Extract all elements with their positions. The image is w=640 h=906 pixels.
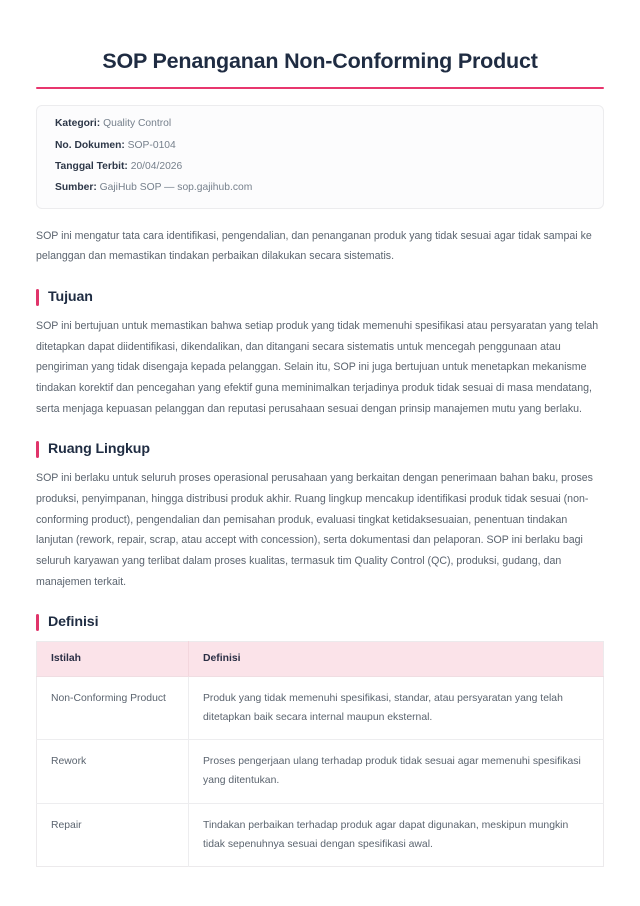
table-cell-istilah: Rework bbox=[37, 740, 189, 804]
metadata-value-dokumen: SOP-0104 bbox=[127, 139, 176, 151]
document-metadata-box bbox=[36, 105, 604, 208]
table-row bbox=[37, 740, 604, 804]
heading-accent-bar-icon bbox=[36, 289, 39, 306]
table-column-header-definisi: Definisi bbox=[189, 642, 604, 677]
table-cell-definisi: Produk yang tidak memenuhi spesifikasi, standar, atau persyaratan yang telah ditetapkan baik secara internal maupun eksternal. bbox=[189, 676, 604, 740]
section-tujuan bbox=[36, 289, 604, 419]
table-header-row bbox=[37, 642, 604, 677]
metadata-label-dokumen: No. Dokumen: bbox=[55, 139, 125, 151]
section-definisi bbox=[36, 614, 604, 867]
metadata-label-kategori: Kategori: bbox=[55, 118, 101, 130]
metadata-value-sumber: GajiHub SOP — sop.gajihub.com bbox=[99, 182, 253, 194]
section-body-tujuan: SOP ini bertujuan untuk memastikan bahwa setiap produk yang tidak memenuhi spesifikasi atau persyaratan yang telah ditetapkan dapat diidentifikasi, dikendalikan, dan ditangani secara sistematis untuk mencegah penggunaan atau pengiriman yang tidak disengaja kepada pelanggan. Selain itu, SOP ini juga bertujuan untuk menetapkan mekanisme tindakan korektif dan pencegahan yang efektif guna meminimalkan terjadinya produk tidak sesuai di masa mendatang, serta menjaga kepuasan pelanggan dan reputasi perusahaan sesuai dengan prinsip manajemen mutu yang berlaku. bbox=[36, 319, 599, 415]
section-ruang-lingkup bbox=[36, 441, 604, 592]
section-heading-ruang-lingkup bbox=[36, 441, 604, 458]
metadata-row-sumber bbox=[55, 183, 585, 193]
section-heading-label: Tujuan bbox=[48, 288, 93, 305]
section-body-ruang-lingkup: SOP ini berlaku untuk seluruh proses operasional perusahaan yang berkaitan dengan penerimaan bahan baku, proses produksi, penyimpanan, hingga distribusi produk akhir. Ruang lingkup mencakup identifikasi produk tidak sesuai (non-conforming product), pengendalian dan pemisahan produk, evaluasi tingkat ketidaksesuaian, penentuan tindakan lanjutan (rework, repair, scrap, atau accept with concession), serta dokumentasi dan pelaporan. SOP ini berlaku bagi seluruh karyawan yang terlibat dalam proses kualitas, termasuk tim Quality Control (QC), produksi, gudang, dan manajemen terkait. bbox=[36, 472, 593, 588]
metadata-row-tanggal bbox=[55, 162, 585, 172]
heading-accent-bar-icon bbox=[36, 441, 39, 458]
section-heading-tujuan bbox=[36, 289, 604, 306]
metadata-row-kategori bbox=[55, 119, 585, 129]
title-underline-rule bbox=[36, 87, 604, 90]
page-title: SOP Penanganan Non-Conforming Product bbox=[102, 49, 538, 73]
metadata-row-dokumen bbox=[55, 141, 585, 151]
heading-accent-bar-icon bbox=[36, 614, 39, 631]
metadata-value-kategori: Quality Control bbox=[103, 118, 172, 130]
table-cell-istilah: Repair bbox=[37, 803, 189, 867]
metadata-label-sumber: Sumber: bbox=[55, 182, 97, 194]
intro-paragraph: SOP ini mengatur tata cara identifikasi, pengendalian, dan penanganan produk yang tidak sesuai agar tidak sampai ke pelanggan dan memastikan tindakan perbaikan dilakukan secara sistematis. bbox=[36, 229, 592, 263]
definitions-table-head bbox=[37, 642, 604, 677]
table-cell-definisi: Tindakan perbaikan terhadap produk agar dapat digunakan, meskipun mungkin tidak sepenuhnya sesuai dengan spesifikasi awal. bbox=[203, 819, 569, 850]
table-column-header-istilah: Istilah bbox=[37, 642, 189, 677]
definitions-table bbox=[36, 641, 604, 867]
table-cell-definisi: Proses pengerjaan ulang terhadap produk tidak sesuai agar memenuhi spesifikasi yang ditentukan. bbox=[189, 740, 604, 804]
definitions-table-body bbox=[37, 676, 604, 867]
metadata-value-tanggal: 20/04/2026 bbox=[130, 160, 183, 172]
section-heading-label: Ruang Lingkup bbox=[48, 441, 150, 458]
table-row bbox=[37, 803, 604, 867]
section-heading-definisi bbox=[36, 614, 604, 631]
metadata-label-tanggal: Tanggal Terbit: bbox=[55, 160, 128, 172]
table-row bbox=[37, 676, 604, 740]
table-cell-istilah: Non-Conforming Product bbox=[37, 676, 189, 740]
section-heading-label: Definisi bbox=[48, 614, 99, 631]
